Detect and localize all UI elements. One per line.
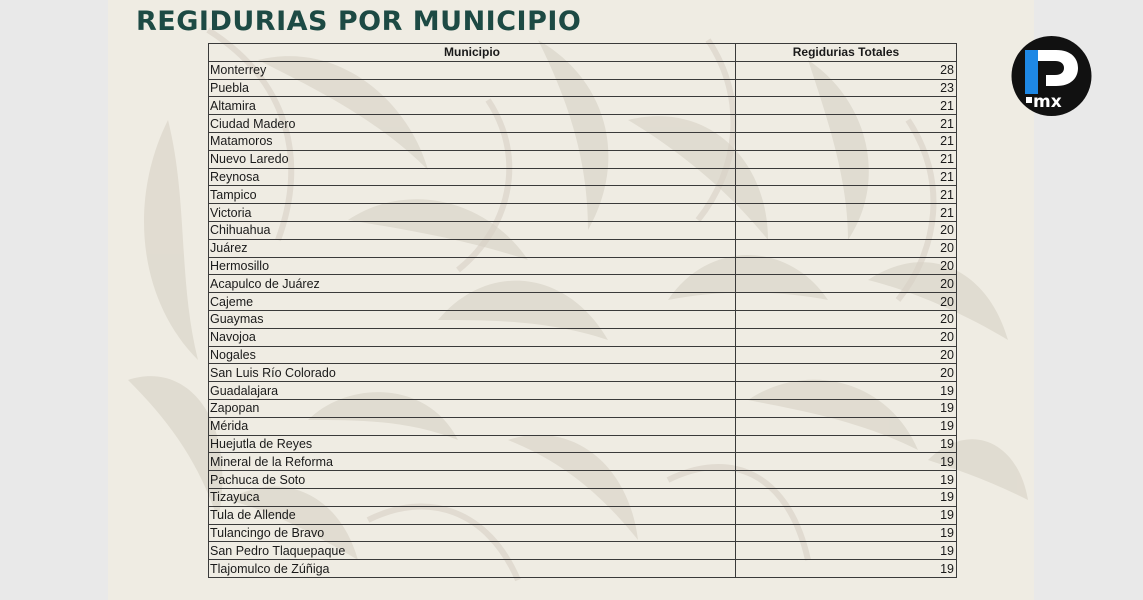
regidurias-cell: 21: [736, 204, 957, 222]
table-row: [209, 132, 957, 150]
regidurias-cell: 20: [736, 257, 957, 275]
municipio-cell: Nuevo Laredo: [209, 150, 736, 168]
municipio-cell: San Luis Río Colorado: [209, 364, 736, 382]
regidurias-cell: 19: [736, 488, 957, 506]
municipio-cell: Puebla: [209, 79, 736, 97]
municipio-cell: Reynosa: [209, 168, 736, 186]
regidurias-cell: 20: [736, 221, 957, 239]
slide: [108, 0, 1034, 600]
regidurias-cell: 20: [736, 275, 957, 293]
table-row: [209, 150, 957, 168]
regidurias-cell: 19: [736, 382, 957, 400]
table-row: [209, 346, 957, 364]
regidurias-cell: 19: [736, 435, 957, 453]
municipio-cell: Acapulco de Juárez: [209, 275, 736, 293]
table-row: [209, 115, 957, 133]
column-header-regidurias: Regidurias Totales: [736, 44, 957, 62]
regidurias-cell: 19: [736, 417, 957, 435]
municipio-cell: Navojoa: [209, 328, 736, 346]
table-row: [209, 310, 957, 328]
page-title: REGIDURIAS POR MUNICIPIO: [136, 6, 582, 37]
p-mx-logo-icon: [1004, 35, 1099, 117]
table-row: [209, 61, 957, 79]
table-row: [209, 79, 957, 97]
municipio-cell: Pachuca de Soto: [209, 471, 736, 489]
table-row: [209, 560, 957, 578]
table-row: [209, 204, 957, 222]
table-row: [209, 506, 957, 524]
table-row: [209, 364, 957, 382]
municipio-cell: Matamoros: [209, 132, 736, 150]
table-row: [209, 257, 957, 275]
table-row: [209, 328, 957, 346]
regidurias-cell: 19: [736, 524, 957, 542]
municipio-cell: Guadalajara: [209, 382, 736, 400]
regidurias-cell: 19: [736, 453, 957, 471]
regidurias-cell: 19: [736, 399, 957, 417]
table-row: [209, 186, 957, 204]
regidurias-cell: 21: [736, 97, 957, 115]
table-row: [209, 417, 957, 435]
municipio-cell: Zapopan: [209, 399, 736, 417]
regidurias-cell: 20: [736, 239, 957, 257]
municipio-cell: Tampico: [209, 186, 736, 204]
regidurias-cell: 19: [736, 471, 957, 489]
regidurias-cell: 21: [736, 186, 957, 204]
municipios-table: [208, 43, 957, 578]
table-row: [209, 524, 957, 542]
municipio-cell: Ciudad Madero: [209, 115, 736, 133]
municipio-cell: Tizayuca: [209, 488, 736, 506]
table-row: [209, 168, 957, 186]
municipio-cell: Monterrey: [209, 61, 736, 79]
table-body: [209, 61, 957, 577]
regidurias-cell: 19: [736, 542, 957, 560]
municipio-cell: Huejutla de Reyes: [209, 435, 736, 453]
table-header-row: [209, 44, 957, 62]
municipio-cell: Victoria: [209, 204, 736, 222]
table-row: [209, 293, 957, 311]
municipio-cell: Altamira: [209, 97, 736, 115]
municipio-cell: Mineral de la Reforma: [209, 453, 736, 471]
svg-text:mx: mx: [1033, 92, 1062, 112]
municipio-cell: Mérida: [209, 417, 736, 435]
table-row: [209, 382, 957, 400]
municipio-cell: Hermosillo: [209, 257, 736, 275]
regidurias-cell: 23: [736, 79, 957, 97]
table-row: [209, 221, 957, 239]
column-header-municipio: Municipio: [209, 44, 736, 62]
regidurias-cell: 19: [736, 560, 957, 578]
regidurias-cell: 21: [736, 132, 957, 150]
municipio-cell: Tula de Allende: [209, 506, 736, 524]
municipio-cell: Tlajomulco de Zúñiga: [209, 560, 736, 578]
table-row: [209, 488, 957, 506]
table-row: [209, 97, 957, 115]
table-row: [209, 542, 957, 560]
regidurias-cell: 19: [736, 506, 957, 524]
regidurias-cell: 21: [736, 168, 957, 186]
table-row: [209, 435, 957, 453]
municipio-cell: Chihuahua: [209, 221, 736, 239]
regidurias-cell: 28: [736, 61, 957, 79]
municipio-cell: Guaymas: [209, 310, 736, 328]
municipio-cell: San Pedro Tlaquepaque: [209, 542, 736, 560]
municipio-cell: Juárez: [209, 239, 736, 257]
municipio-cell: Nogales: [209, 346, 736, 364]
municipio-cell: Cajeme: [209, 293, 736, 311]
table-row: [209, 453, 957, 471]
table-row: [209, 275, 957, 293]
table-row: [209, 239, 957, 257]
regidurias-cell: 20: [736, 328, 957, 346]
regidurias-cell: 21: [736, 115, 957, 133]
table-row: [209, 471, 957, 489]
regidurias-cell: 20: [736, 293, 957, 311]
regidurias-cell: 20: [736, 364, 957, 382]
regidurias-cell: 21: [736, 150, 957, 168]
regidurias-cell: 20: [736, 346, 957, 364]
table-row: [209, 399, 957, 417]
regidurias-cell: 20: [736, 310, 957, 328]
municipio-cell: Tulancingo de Bravo: [209, 524, 736, 542]
